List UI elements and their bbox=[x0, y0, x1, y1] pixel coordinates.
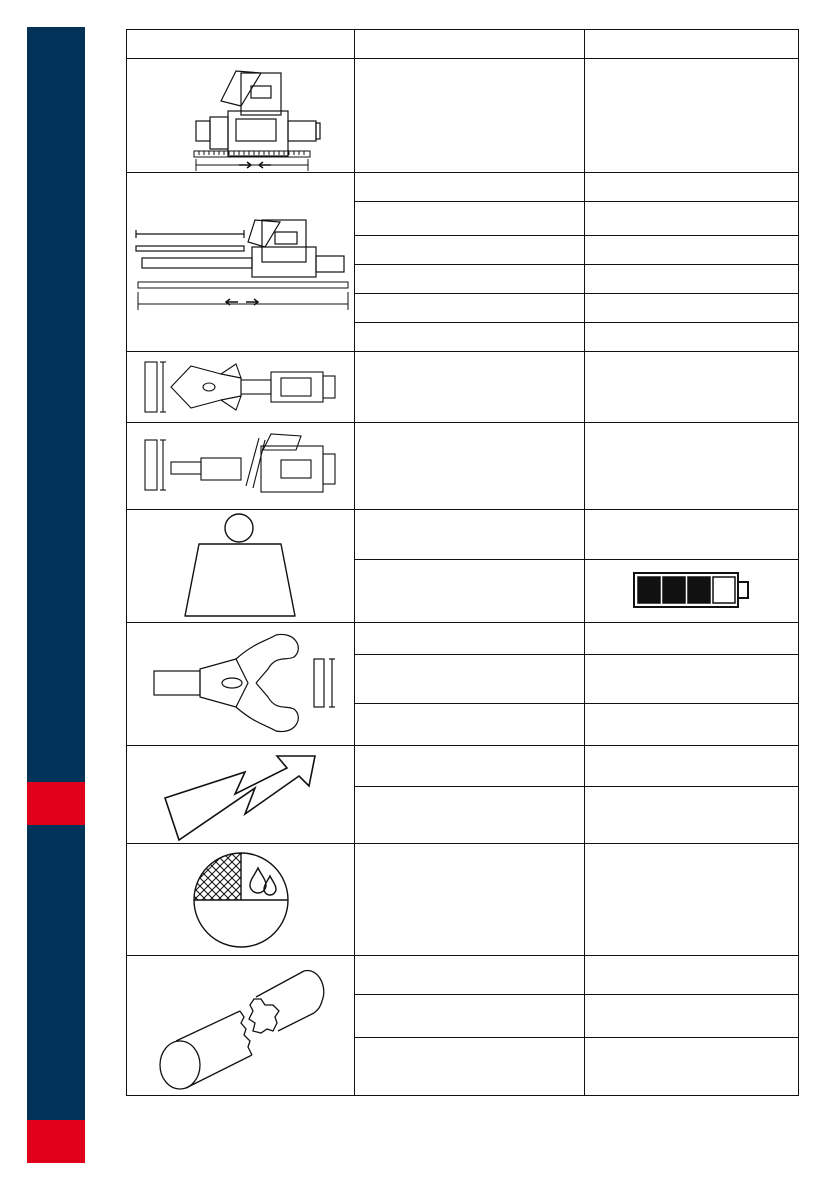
closed-length-icon bbox=[127, 59, 355, 173]
table-cell bbox=[585, 844, 799, 956]
table-cell bbox=[585, 704, 799, 746]
table-cell bbox=[585, 59, 799, 173]
table-cell bbox=[355, 844, 585, 956]
table-cell bbox=[355, 59, 585, 173]
page-marker bbox=[27, 1120, 85, 1163]
table-cell bbox=[585, 1038, 799, 1096]
table-cell bbox=[355, 560, 585, 623]
table-cell bbox=[355, 623, 585, 655]
battery-cell-empty bbox=[713, 577, 735, 603]
table-cell bbox=[585, 294, 799, 323]
table-cell bbox=[355, 956, 585, 995]
battery-cell-filled bbox=[638, 577, 660, 603]
weight-icon bbox=[127, 510, 355, 623]
table-row bbox=[127, 844, 799, 956]
ip-protection-icon bbox=[127, 844, 355, 956]
table-cell bbox=[355, 1038, 585, 1096]
battery-icon bbox=[632, 570, 752, 610]
header-cell bbox=[127, 30, 355, 59]
table-header-row bbox=[127, 30, 799, 59]
battery-cell-filled bbox=[663, 577, 685, 603]
table-cell bbox=[585, 995, 799, 1038]
table-row bbox=[127, 510, 799, 560]
side-band bbox=[27, 27, 85, 1163]
table-cell bbox=[585, 236, 799, 265]
extended-length-icon bbox=[127, 173, 355, 352]
table-cell bbox=[585, 655, 799, 704]
table-cell bbox=[585, 746, 799, 787]
specifications-table bbox=[126, 29, 799, 1096]
table-row bbox=[127, 956, 799, 995]
header-cell bbox=[355, 30, 585, 59]
table-cell bbox=[355, 323, 585, 352]
battery-cell bbox=[585, 560, 799, 623]
section-marker bbox=[27, 782, 85, 825]
table-cell bbox=[355, 746, 585, 787]
table-row bbox=[127, 623, 799, 655]
table-cell bbox=[355, 704, 585, 746]
tool-height-icon bbox=[127, 423, 355, 510]
table-cell bbox=[355, 236, 585, 265]
table-cell bbox=[355, 173, 585, 202]
table-cell bbox=[355, 294, 585, 323]
table-cell bbox=[355, 995, 585, 1038]
table-cell bbox=[585, 202, 799, 236]
table-row bbox=[127, 173, 799, 202]
force-arrow-icon bbox=[127, 746, 355, 844]
table-row bbox=[127, 746, 799, 787]
table-cell bbox=[585, 173, 799, 202]
table-cell bbox=[355, 265, 585, 294]
table-cell bbox=[585, 352, 799, 423]
table-cell bbox=[585, 510, 799, 560]
table-row bbox=[127, 352, 799, 423]
table-cell bbox=[355, 655, 585, 704]
table-cell bbox=[355, 202, 585, 236]
table-cell bbox=[355, 352, 585, 423]
table-cell bbox=[355, 423, 585, 510]
table-row bbox=[127, 423, 799, 510]
table-cell bbox=[585, 956, 799, 995]
tool-width-icon bbox=[127, 352, 355, 423]
table-cell bbox=[585, 265, 799, 294]
opening-width-icon bbox=[127, 623, 355, 746]
table-cell bbox=[355, 787, 585, 844]
header-cell bbox=[585, 30, 799, 59]
table-row bbox=[127, 59, 799, 173]
battery-cell-filled bbox=[688, 577, 710, 603]
cutting-capacity-icon bbox=[127, 956, 355, 1096]
table-cell bbox=[585, 323, 799, 352]
table-cell bbox=[585, 623, 799, 655]
table-cell bbox=[355, 510, 585, 560]
table-cell bbox=[585, 423, 799, 510]
table-cell bbox=[585, 787, 799, 844]
